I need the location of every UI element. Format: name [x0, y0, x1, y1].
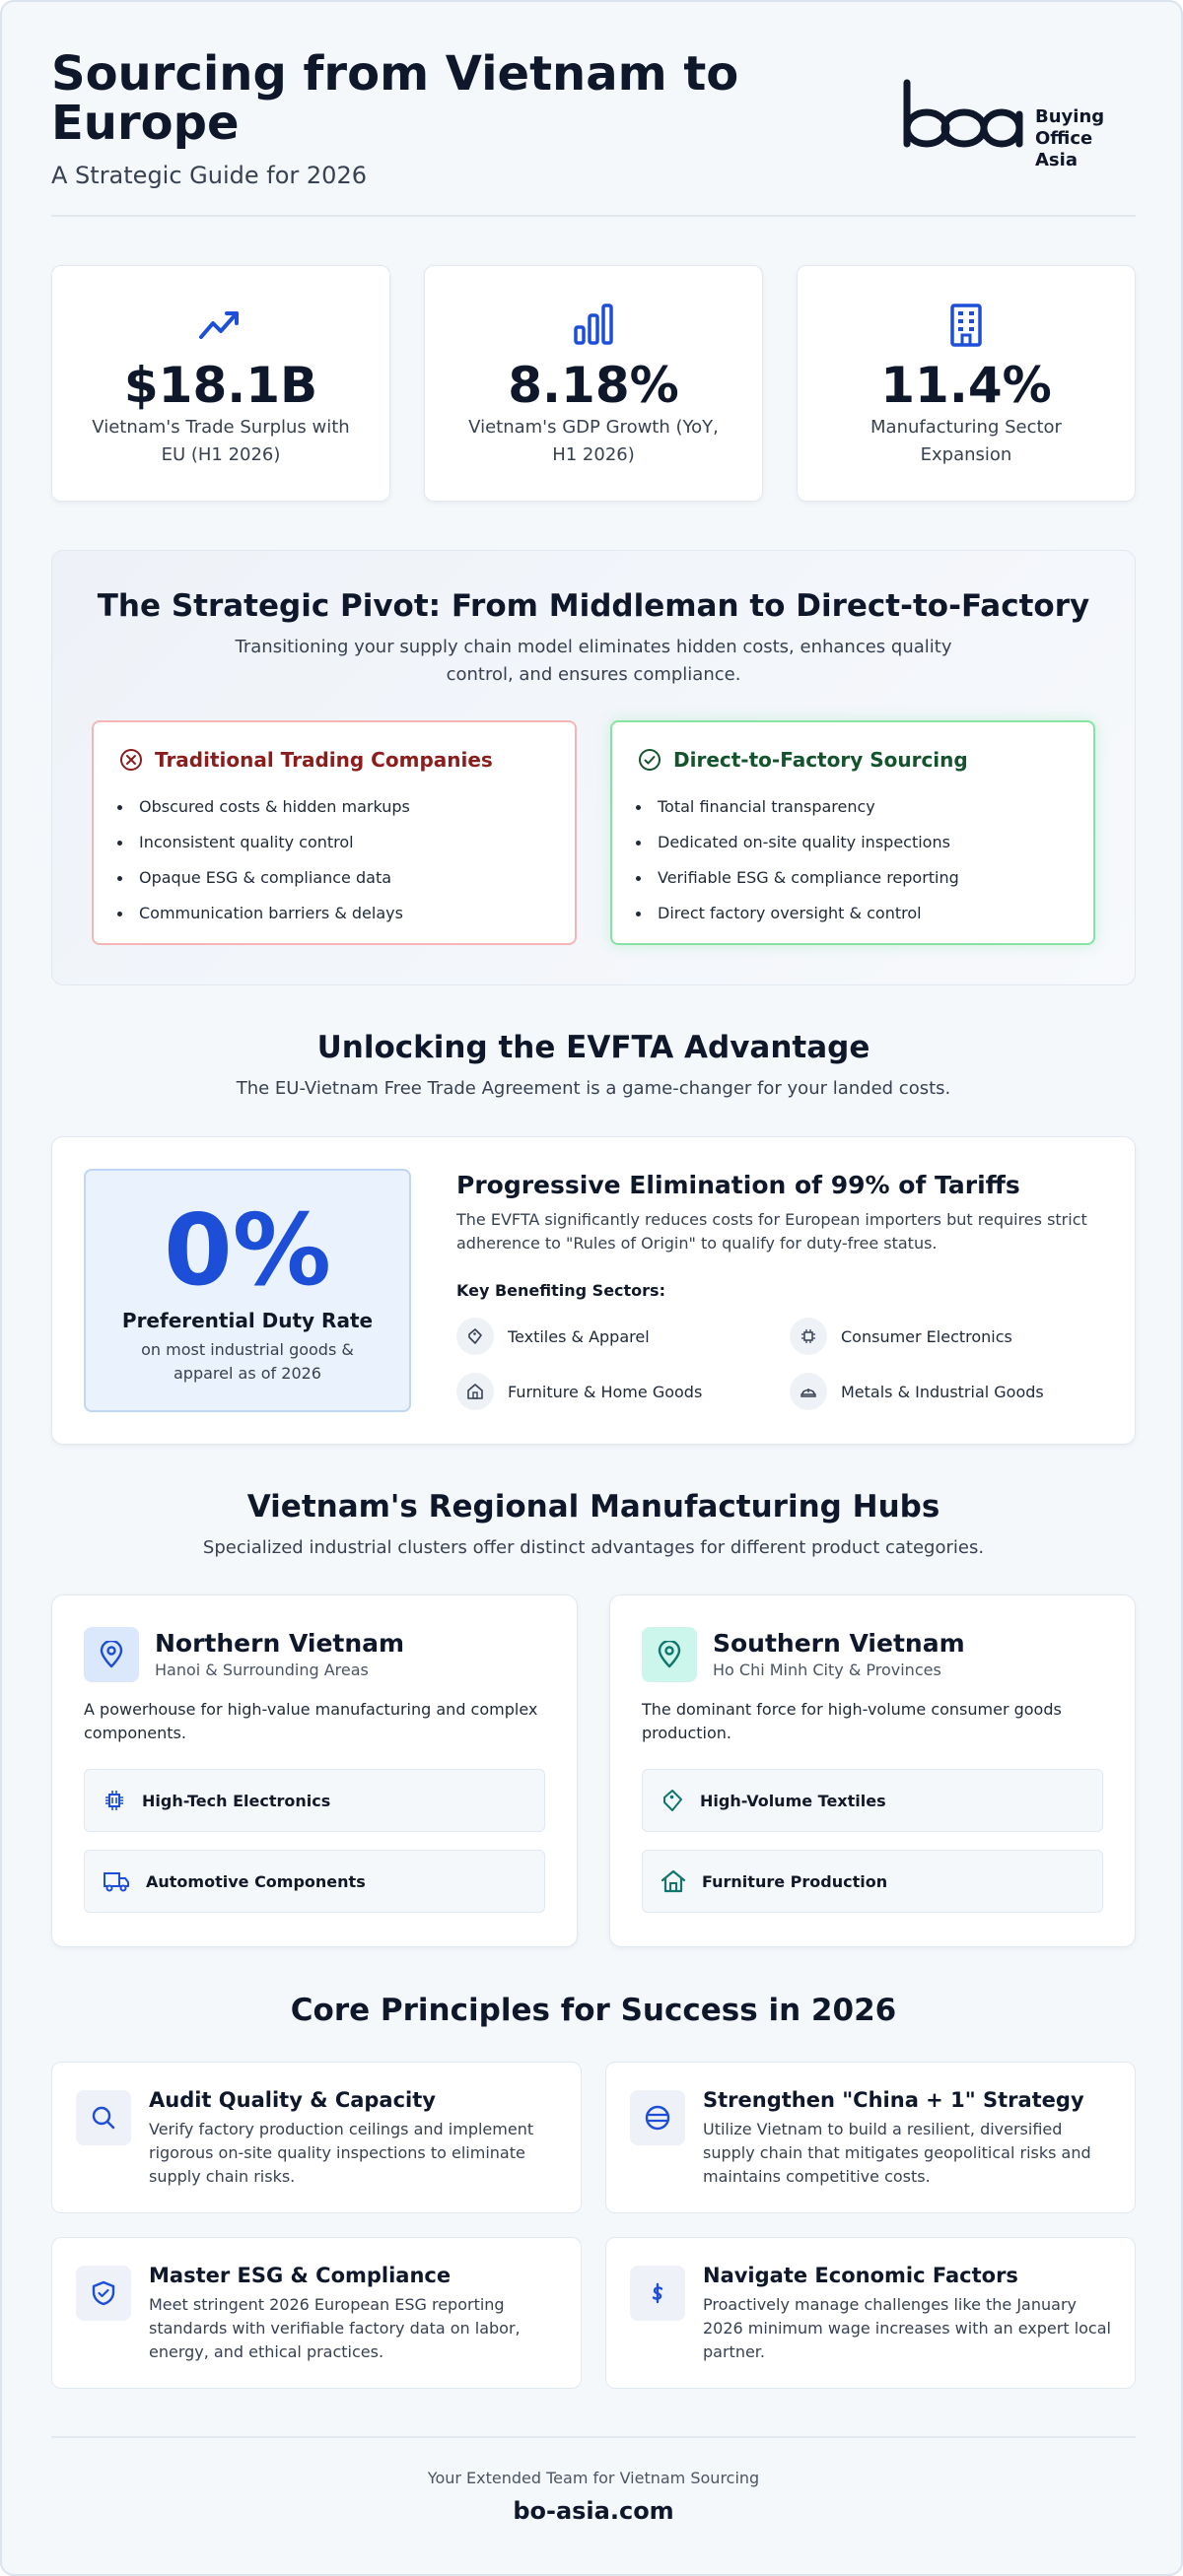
duty-rate-label: Preferential Duty Rate [121, 1309, 374, 1332]
page-title: Sourcing from Vietnam to Europe [51, 46, 739, 151]
principle-description: Utilize Vietnam to build a resilient, diversified supply chain that mitigates geopolitical risks and maintains competitive costs. [703, 2120, 1091, 2186]
principles-section-title: Core Principles for Success in 2026 [290, 1993, 897, 2028]
hardhat-icon [800, 1383, 817, 1400]
home-icon-wrap [456, 1373, 494, 1410]
check-circle-icon [638, 748, 661, 772]
boa-logo-mark [899, 79, 1027, 158]
principle-card-esg [51, 2237, 582, 2389]
globe-icon [644, 2104, 671, 2132]
hubs-section-description: Specialized industrial clusters offer distinct advantages for different product categories. [202, 1537, 985, 1558]
principle-card-economic [605, 2237, 1136, 2389]
sector-label: Furniture & Home Goods [508, 1382, 703, 1401]
principle-description: Verify factory production ceilings and implement rigorous on-site quality inspections to eliminate supply chain risks. [149, 2120, 534, 2186]
list-item: Opaque ESG & compliance data [139, 860, 410, 896]
direct-list [658, 789, 959, 931]
hub-card-north [51, 1594, 578, 1947]
map-pin-icon [657, 1641, 682, 1668]
hardhat-icon-wrap [790, 1373, 827, 1410]
principle-card-china-plus-one [605, 2062, 1136, 2213]
hubs-section-title: Vietnam's Regional Manufacturing Hubs [246, 1489, 940, 1525]
x-circle-icon [119, 748, 143, 772]
sector-textiles [456, 1318, 650, 1355]
logo-text [1035, 106, 1136, 171]
dollar-icon [644, 2279, 671, 2307]
evfta-card-title: Progressive Elimination of 99% of Tariffs [456, 1171, 1020, 1199]
divider [51, 215, 1136, 217]
stat-card-trade-surplus [51, 265, 390, 502]
sector-label: Metals & Industrial Goods [841, 1382, 1044, 1401]
stat-value: $18.1B [123, 357, 318, 414]
list-item: Total financial transparency [658, 789, 959, 825]
stat-label: Vietnam's GDP Growth (YoY, H1 2026) [468, 417, 719, 465]
evfta-section-description: The EU-Vietnam Free Trade Agreement is a game-changer for your landed costs. [236, 1078, 951, 1099]
hub-tag-label: Automotive Components [146, 1871, 366, 1891]
hub-description: A powerhouse for high-value manufacturing and complex components. [84, 1700, 538, 1742]
sector-metals [790, 1373, 1044, 1410]
tag-icon [661, 1789, 684, 1812]
sector-electronics [790, 1318, 1012, 1355]
traditional-trading-card [92, 720, 577, 945]
traditional-card-header [119, 748, 493, 772]
logo-text-line2: Office Asia [1035, 128, 1093, 170]
sectors-label: Key Benefiting Sectors: [456, 1281, 665, 1300]
hub-tag-label: Furniture Production [702, 1871, 888, 1891]
strategic-pivot-section [51, 550, 1136, 985]
hub-tag-electronics [84, 1769, 545, 1832]
search-icon [90, 2104, 117, 2132]
brand-logo[interactable] [899, 79, 1136, 170]
hub-name: Southern Vietnam [713, 1629, 965, 1658]
principle-title: Strengthen "China + 1" Strategy [703, 2088, 1084, 2112]
stat-card-gdp-growth [424, 265, 763, 502]
home-icon [661, 1869, 686, 1893]
truck-icon [103, 1869, 130, 1893]
hub-subtitle: Ho Chi Minh City & Provinces [713, 1661, 941, 1679]
direct-card-header [638, 748, 968, 772]
map-pin-icon-wrap [84, 1627, 139, 1682]
globe-icon-wrap [630, 2090, 685, 2145]
duty-rate-box [84, 1169, 411, 1412]
direct-card-title: Direct-to-Factory Sourcing [673, 748, 968, 772]
principle-title: Master ESG & Compliance [149, 2264, 452, 2287]
stat-label: Vietnam's Trade Surplus with EU (H1 2026) [92, 417, 350, 465]
hub-tag-label: High-Tech Electronics [142, 1791, 331, 1810]
principle-description: Proactively manage challenges like the January 2026 minimum wage increases with an expert local partner. [703, 2295, 1111, 2361]
list-item: Dedicated on-site quality inspections [658, 825, 959, 860]
duty-rate-subtext: on most industrial goods & apparel as of 2026 [141, 1340, 354, 1383]
page-subtitle: A Strategic Guide for 2026 [51, 162, 367, 189]
stat-card-manufacturing [797, 265, 1136, 502]
building-icon [942, 302, 990, 349]
traditional-card-title: Traditional Trading Companies [155, 748, 493, 772]
pivot-description: Transitioning your supply chain model eliminates hidden costs, enhances quality control, and ensures compliance. [235, 637, 952, 685]
hub-subtitle: Hanoi & Surrounding Areas [155, 1661, 369, 1679]
stat-label: Manufacturing Sector Expansion [870, 417, 1062, 465]
tag-icon [466, 1327, 484, 1345]
principle-card-audit [51, 2062, 582, 2213]
hub-tag-automotive [84, 1850, 545, 1913]
list-item: Inconsistent quality control [139, 825, 410, 860]
principle-description: Meet stringent 2026 European ESG reporting standards with verifiable factory data on labor, energy, and ethical practices. [149, 2295, 521, 2361]
chip-icon-wrap [790, 1318, 827, 1355]
home-icon [466, 1383, 484, 1400]
search-icon-wrap [76, 2090, 131, 2145]
list-item: Verifiable ESG & compliance reporting [658, 860, 959, 896]
hub-name: Northern Vietnam [155, 1629, 405, 1658]
evfta-section-title: Unlocking the EVFTA Advantage [316, 1030, 870, 1065]
shield-check-icon-wrap [76, 2266, 131, 2321]
list-item: Direct factory oversight & control [658, 896, 959, 931]
hub-tag-textiles [642, 1769, 1103, 1832]
divider [51, 2436, 1136, 2438]
principle-title: Audit Quality & Capacity [149, 2088, 436, 2112]
list-item: Communication barriers & delays [139, 896, 410, 931]
hub-description: The dominant force for high-volume consumer goods production. [642, 1700, 1062, 1742]
tag-icon-wrap [456, 1318, 494, 1355]
stat-value: 11.4% [880, 357, 1052, 414]
map-pin-icon [99, 1641, 124, 1668]
evfta-card [51, 1136, 1136, 1445]
bar-chart-icon [570, 302, 617, 349]
chip-icon [103, 1789, 126, 1812]
dollar-icon-wrap [630, 2266, 685, 2321]
footer-tagline: Your Extended Team for Vietnam Sourcing [427, 2469, 760, 2487]
trend-up-icon [197, 302, 244, 349]
sector-label: Textiles & Apparel [508, 1326, 650, 1346]
principle-title: Navigate Economic Factors [703, 2264, 1018, 2287]
traditional-list [139, 789, 410, 931]
map-pin-icon-wrap [642, 1627, 697, 1682]
sector-furniture [456, 1373, 702, 1410]
header [51, 46, 1136, 217]
shield-check-icon [90, 2279, 117, 2307]
hub-card-south [609, 1594, 1136, 1947]
chip-icon [800, 1327, 817, 1345]
stat-value: 8.18% [508, 357, 679, 414]
hub-tag-label: High-Volume Textiles [700, 1791, 886, 1810]
list-item: Obscured costs & hidden markups [139, 789, 410, 825]
pivot-title: The Strategic Pivot: From Middleman to Direct-to-Factory [97, 588, 1090, 624]
logo-text-line1: Buying [1035, 106, 1105, 127]
evfta-card-description: The EVFTA significantly reduces costs for European importers but requires strict adherence to "Rules of Origin" to qualify for duty-free status. [456, 1210, 1087, 1253]
footer-website-link[interactable]: bo-asia.com [513, 2497, 674, 2525]
direct-factory-card [610, 720, 1095, 945]
duty-rate-value: 0% [164, 1192, 331, 1308]
sector-label: Consumer Electronics [841, 1326, 1012, 1346]
hub-tag-furniture [642, 1850, 1103, 1913]
